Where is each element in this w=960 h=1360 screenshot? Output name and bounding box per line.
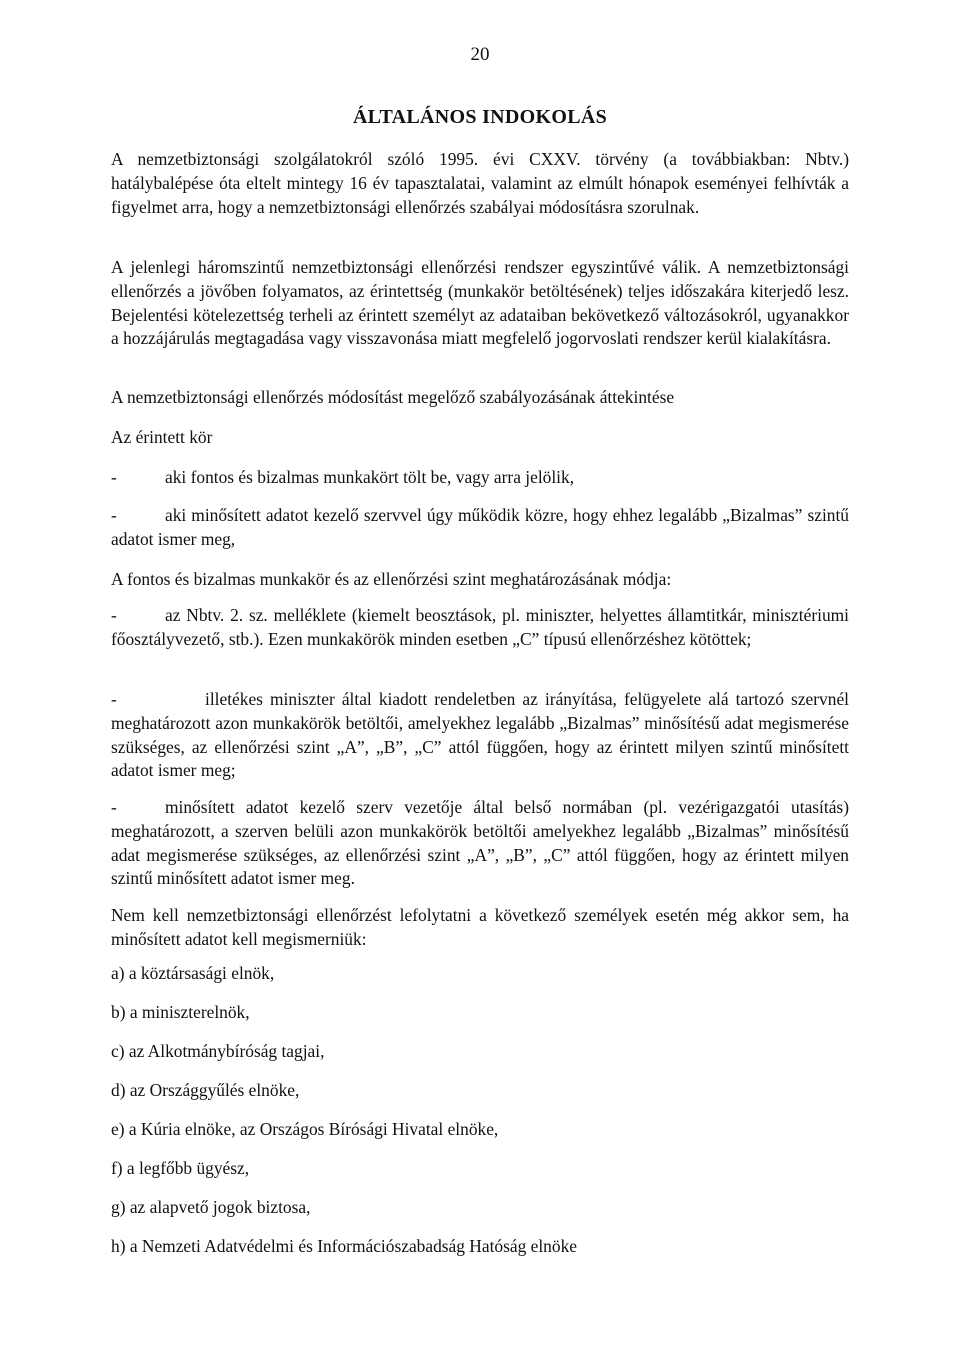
- exempt-list-item: h) a Nemzeti Adatvédelmi és Információszabadság Hatóság elnöke: [111, 1236, 577, 1256]
- exemption-paragraph: Nem kell nemzetbiztonsági ellenőrzést lefolytatni a következő személyek esetén még akkor sem, ha minősített adatot kell megismerniük:: [111, 905, 849, 949]
- list-dash: -: [111, 689, 117, 709]
- reform-paragraph: A jelenlegi háromszintű nemzetbiztonsági ellenőrzési rendszer egyszintűvé válik. A nemzetbiztonsági ellenőrzés a jövőben folyamatos, az érintettség (munkakör betöltésének) teljes időszakára kiterjedő lesz. Bejelentési kötelezettség terheli az érintett személyt az adataiban bekövetkező változásokról, ugyanakkor a hozzájárulás megtagadása vagy visszavonása miatt megfelelő jogorvoslati rendszer kerül kialakításra.: [111, 257, 849, 349]
- exempt-list-item: g) az alapvető jogok biztosa,: [111, 1197, 311, 1217]
- determination-heading: A fontos és bizalmas munkakör és az ellenőrzési szint meghatározásának módja:: [111, 569, 672, 589]
- affected-scope-heading: Az érintett kör: [111, 427, 213, 447]
- exempt-list-item: b) a miniszterelnök,: [111, 1002, 250, 1022]
- list-dash: -: [111, 467, 117, 487]
- intro-paragraph: A nemzetbiztonsági szolgálatokról szóló 1995. évi CXXV. törvény (a továbbiakban: Nbtv.) hatálybalépése óta eltelt mintegy 16 év tapasztalatai, valamint az elmúlt hónapok eseményei felhívták a figyelmet arra, hogy a nemzetbiztonsági ellenőrzés szabályai módosításra szorulnak.: [111, 149, 849, 217]
- scope-item-1: - aki fontos és bizalmas munkakört tölt be, vagy arra jelölik,: [111, 466, 849, 490]
- exempt-list-item: c) az Alkotmánybíróság tagjai,: [111, 1041, 325, 1061]
- exempt-list-item: e) a Kúria elnöke, az Országos Bírósági Hivatal elnöke,: [111, 1119, 499, 1139]
- determination-item-3: - minősített adatot kezelő szerv vezetője által belső normában (pl. vezérigazgatói utasítás) meghatározott, a szerven belüli azon munkakörök betöltői amelyekhez legalább „Bizalmas” minősítésű adat megismerése szükséges, az ellenőrzési szint „A”, „B”, „C” attól függően, hogy az érintett milyen szintű minősített adatot ismer meg.: [111, 797, 849, 889]
- exempt-list-item: f) a legfőbb ügyész,: [111, 1158, 250, 1178]
- determination-item-2: - illetékes miniszter által kiadott rendeletben az irányítása, felügyelete alá tartozó szervnél meghatározott azon munkakörök betöltői, amelyekhez legalább „Bizalmas” minősítésű adat megismerése szükséges, az ellenőrzési szint „A”, „B”, „C” attól függően, hogy az érintett milyen szintű minősített adatot ismer meg;: [111, 689, 849, 781]
- exempt-list-item: a) a köztársasági elnök,: [111, 963, 275, 983]
- exempt-list-item: d) az Országgyűlés elnöke,: [111, 1080, 300, 1100]
- page-number: 20: [470, 44, 490, 65]
- list-dash: -: [111, 505, 117, 525]
- scope-item-2: - aki minősített adatot kezelő szervvel úgy működik közre, hogy ehhez legalább „Bizalmas” szintű adatot ismer meg,: [111, 505, 849, 549]
- overview-heading: A nemzetbiztonsági ellenőrzés módosítást megelőző szabályozásának áttekintése: [111, 387, 675, 407]
- list-dash: -: [111, 797, 117, 817]
- determination-item-1: - az Nbtv. 2. sz. melléklete (kiemelt beosztások, pl. miniszter, helyettes államtitkár, minisztériumi főosztályvezető, stb.). Ezen munkakörök minden esetben „C” típusú ellenőrzéshez kötöttek;: [111, 605, 849, 649]
- list-dash: -: [111, 605, 117, 625]
- section-title: ÁLTALÁNOS INDOKOLÁS: [352, 106, 608, 128]
